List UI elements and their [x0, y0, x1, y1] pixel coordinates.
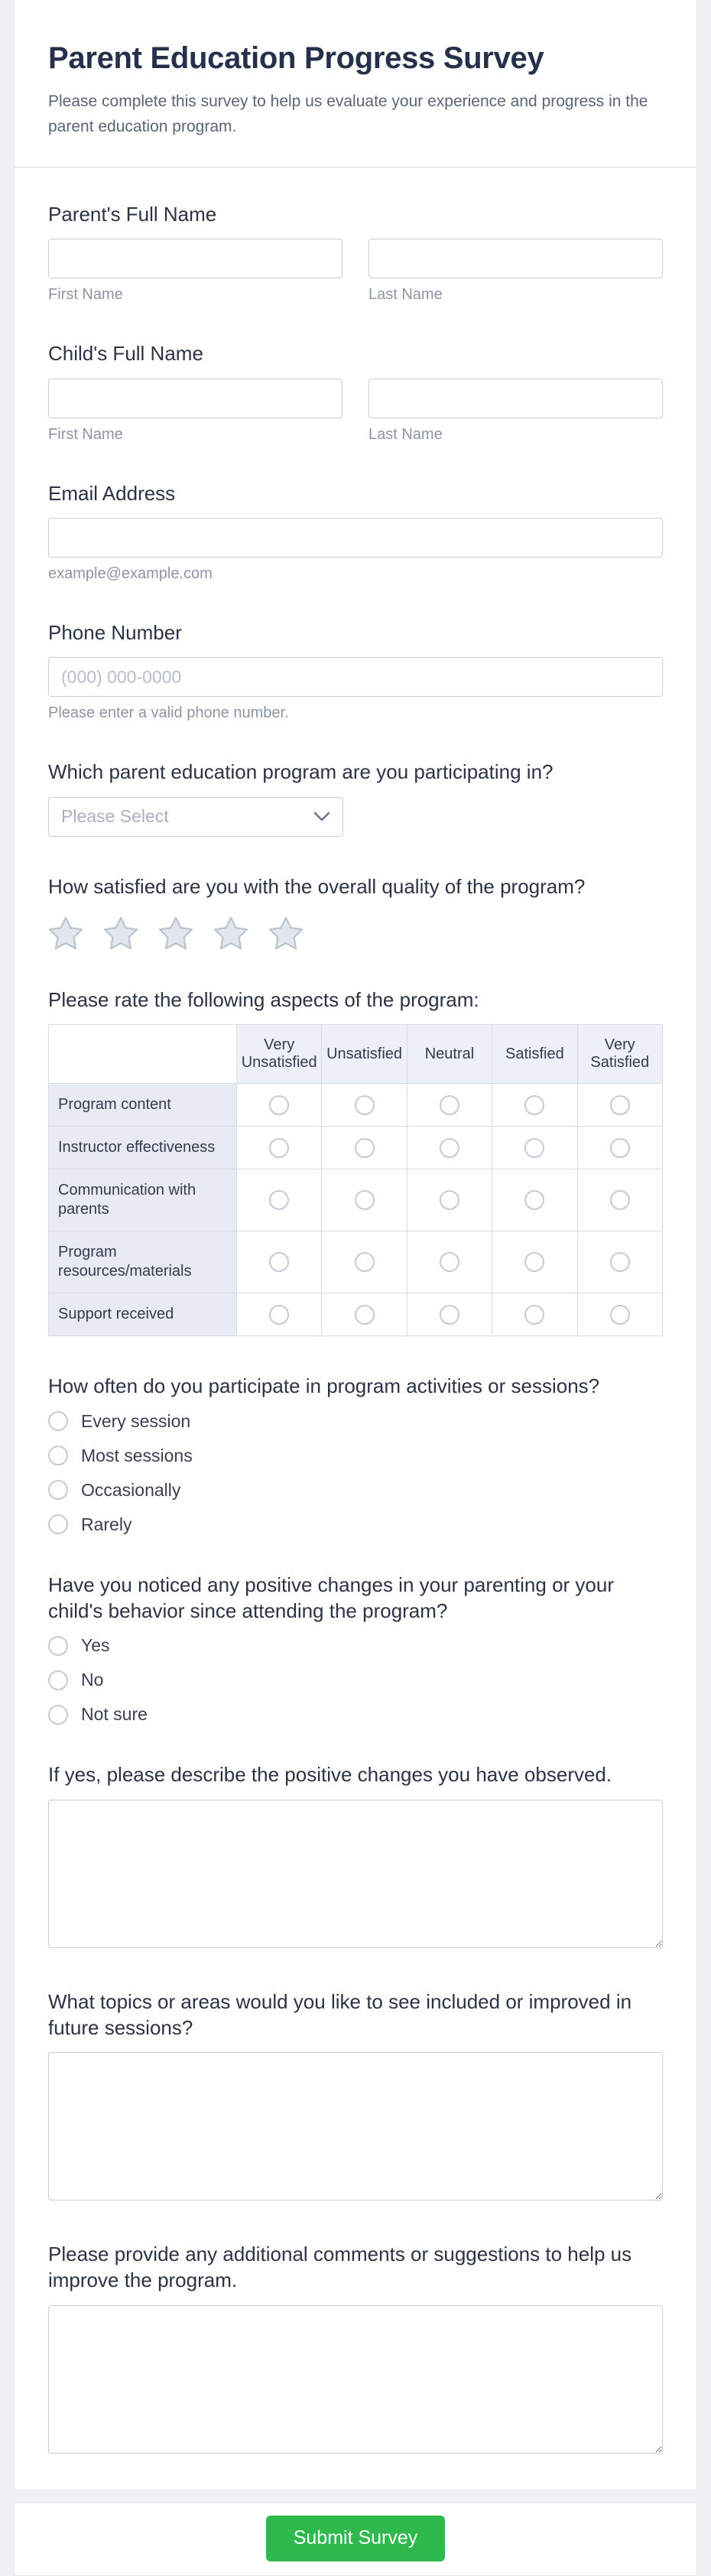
question-satisfaction	[48, 873, 663, 950]
parent-last-name-input[interactable]	[368, 239, 663, 278]
matrix-column-header: Very Satisfied	[577, 1025, 662, 1084]
question-describe-changes	[48, 1761, 663, 1951]
survey-form-card	[14, 0, 697, 2490]
matrix-radio[interactable]	[269, 1138, 289, 1158]
radio-icon[interactable]	[48, 1411, 68, 1431]
matrix-row	[49, 1127, 663, 1169]
matrix-radio[interactable]	[355, 1138, 375, 1158]
matrix-radio[interactable]	[355, 1305, 375, 1325]
matrix-row	[49, 1084, 663, 1127]
star-icon[interactable]	[158, 916, 193, 950]
question-comments	[48, 2241, 663, 2457]
form-title: Parent Education Progress Survey	[48, 41, 544, 75]
form-header	[15, 0, 696, 167]
question-rating-table	[48, 987, 663, 1336]
parent-first-name-sublabel: First Name	[48, 286, 123, 304]
matrix-radio[interactable]	[269, 1305, 289, 1325]
future-topics-label: What topics or areas would you like to see included or improved in future sessions?	[48, 1989, 632, 2039]
radio-icon[interactable]	[48, 1636, 68, 1656]
matrix-radio[interactable]	[440, 1095, 459, 1115]
question-positive-changes	[48, 1572, 663, 1725]
frequency-option[interactable]	[48, 1446, 663, 1466]
matrix-row	[49, 1231, 663, 1293]
satisfaction-label: How satisfied are you with the overall quality of the program?	[48, 874, 586, 898]
matrix-row	[49, 1293, 663, 1336]
positive-changes-option[interactable]	[48, 1704, 663, 1725]
frequency-option[interactable]	[48, 1411, 663, 1432]
question-parent-name	[48, 201, 663, 304]
matrix-row-header: Program content	[49, 1084, 237, 1127]
form-footer	[14, 2503, 697, 2576]
email-label: Email Address	[48, 481, 176, 505]
question-future-topics	[48, 1989, 663, 2205]
matrix-radio[interactable]	[524, 1138, 544, 1158]
positive-changes-option-label: No	[81, 1670, 104, 1690]
matrix-radio[interactable]	[610, 1252, 630, 1272]
parent-first-name-input[interactable]	[48, 239, 343, 278]
rating-matrix-table	[48, 1024, 663, 1336]
radio-icon[interactable]	[48, 1480, 68, 1500]
star-rating	[48, 916, 663, 950]
submit-button[interactable]: Submit Survey	[266, 2516, 446, 2561]
chevron-down-icon	[313, 812, 330, 821]
form-body	[15, 168, 696, 2490]
matrix-radio[interactable]	[269, 1095, 289, 1115]
child-first-name-input[interactable]	[48, 379, 343, 418]
matrix-row	[49, 1169, 663, 1231]
frequency-option-label: Occasionally	[81, 1479, 181, 1500]
matrix-radio[interactable]	[355, 1095, 375, 1115]
matrix-row-header: Program resources/materials	[49, 1231, 237, 1293]
question-phone	[48, 620, 663, 722]
star-icon[interactable]	[48, 916, 83, 950]
rating-table-label: Please rate the following aspects of the program:	[48, 987, 479, 1011]
child-last-name-input[interactable]	[368, 379, 663, 418]
matrix-radio[interactable]	[440, 1190, 459, 1210]
radio-icon[interactable]	[48, 1514, 68, 1534]
matrix-radio[interactable]	[355, 1190, 375, 1210]
matrix-radio[interactable]	[610, 1095, 630, 1115]
matrix-radio[interactable]	[269, 1252, 289, 1272]
phone-sublabel: Please enter a valid phone number.	[48, 704, 289, 722]
matrix-radio[interactable]	[355, 1252, 375, 1272]
frequency-option-label: Rarely	[81, 1514, 132, 1534]
comments-textarea[interactable]	[48, 2305, 663, 2454]
radio-icon[interactable]	[48, 1670, 68, 1690]
matrix-radio[interactable]	[610, 1190, 630, 1210]
frequency-option[interactable]	[48, 1514, 663, 1535]
matrix-radio[interactable]	[524, 1095, 544, 1115]
matrix-row-header: Instructor effectiveness	[49, 1127, 237, 1169]
matrix-radio[interactable]	[524, 1252, 544, 1272]
matrix-row-header: Communication with parents	[49, 1169, 237, 1231]
program-select[interactable]	[48, 797, 343, 837]
form-subtitle: Please complete this survey to help us evaluate your experience and progress in the parent education program.	[48, 93, 648, 135]
email-input[interactable]	[48, 518, 663, 558]
phone-label: Phone Number	[48, 621, 182, 645]
comments-label: Please provide any additional comments or suggestions to help us improve the program.	[48, 2243, 632, 2292]
parent-last-name-sublabel: Last Name	[368, 286, 443, 304]
positive-changes-option-label: Yes	[81, 1635, 110, 1656]
describe-changes-textarea[interactable]	[48, 1800, 663, 1948]
matrix-radio[interactable]	[524, 1190, 544, 1210]
star-icon[interactable]	[103, 916, 138, 950]
matrix-column-header: Satisfied	[492, 1025, 577, 1084]
matrix-radio[interactable]	[440, 1138, 459, 1158]
frequency-option-label: Every session	[81, 1410, 191, 1431]
radio-icon[interactable]	[48, 1446, 68, 1465]
matrix-radio[interactable]	[610, 1138, 630, 1158]
matrix-radio[interactable]	[610, 1305, 630, 1325]
program-label: Which parent education program are you participating in?	[48, 760, 554, 784]
question-child-name	[48, 340, 663, 443]
frequency-label: How often do you participate in program activities or sessions?	[48, 1374, 600, 1398]
matrix-radio[interactable]	[524, 1305, 544, 1325]
describe-changes-label: If yes, please describe the positive changes you have observed.	[48, 1763, 612, 1787]
matrix-column-header: Very Unsatisfied	[237, 1025, 322, 1084]
child-name-label: Child's Full Name	[48, 342, 203, 366]
matrix-radio[interactable]	[440, 1305, 459, 1325]
frequency-option-label: Most sessions	[81, 1445, 193, 1465]
star-icon[interactable]	[268, 916, 304, 950]
radio-icon[interactable]	[48, 1705, 68, 1725]
positive-changes-option-label: Not sure	[81, 1704, 148, 1725]
email-sublabel: example@example.com	[48, 565, 213, 583]
question-email	[48, 480, 663, 583]
star-icon[interactable]	[213, 916, 248, 950]
question-frequency	[48, 1373, 663, 1534]
matrix-row-header: Support received	[49, 1293, 237, 1336]
matrix-corner-cell	[49, 1025, 237, 1084]
parent-name-label: Parent's Full Name	[48, 203, 217, 226]
matrix-radio[interactable]	[269, 1190, 289, 1210]
frequency-option[interactable]	[48, 1480, 663, 1501]
child-first-name-sublabel: First Name	[48, 425, 123, 443]
matrix-radio[interactable]	[440, 1252, 459, 1272]
child-last-name-sublabel: Last Name	[368, 425, 443, 443]
program-select-value: Please Select	[61, 806, 169, 827]
positive-changes-option[interactable]	[48, 1670, 663, 1690]
positive-changes-label: Have you noticed any positive changes in your parenting or your child's behavior since attending the program?	[48, 1573, 614, 1622]
matrix-column-header: Neutral	[407, 1025, 492, 1084]
matrix-column-header: Unsatisfied	[322, 1025, 407, 1084]
phone-input[interactable]	[48, 657, 663, 697]
question-program	[48, 759, 663, 836]
future-topics-textarea[interactable]	[48, 2052, 663, 2200]
positive-changes-option[interactable]	[48, 1635, 663, 1656]
